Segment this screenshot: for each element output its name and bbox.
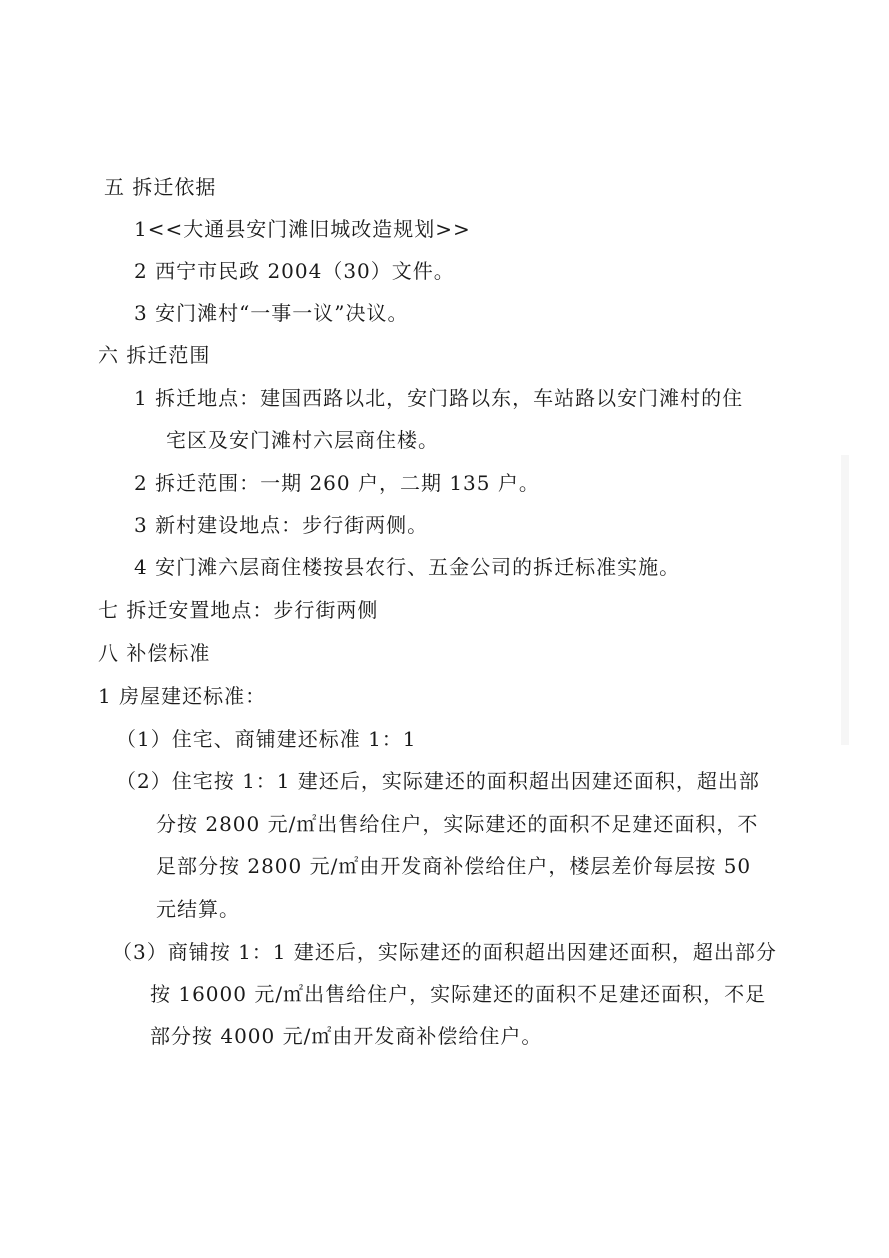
text-line: 1<<大通县安门滩旧城改造规划>>: [134, 217, 471, 241]
text-line: 3 安门滩村“一事一议”决议。: [134, 301, 409, 325]
section-heading-6: 六 拆迁范围: [98, 343, 211, 367]
text-line: 4 安门滩六层商住楼按县农行、五金公司的拆迁标准实施。: [134, 555, 681, 579]
text-line: 元结算。: [156, 897, 240, 921]
scan-shadow: [841, 455, 849, 745]
text-line: （1）住宅、商铺建还标准 1：1: [116, 727, 417, 751]
text-line: （3）商铺按 1：1 建还后，实际建还的面积超出因建还面积，超出部分: [112, 940, 777, 964]
text-line: （2）住宅按 1：1 建还后，实际建还的面积超出因建还面积，超出部: [116, 769, 760, 793]
text-line: 1 拆迁地点：建国西路以北，安门路以东，车站路以安门滩村的住: [134, 386, 744, 410]
text-line: 按 16000 元/㎡出售给住户，实际建还的面积不足建还面积，不足: [150, 982, 767, 1006]
text-line: 宅区及安门滩村六层商住楼。: [166, 428, 439, 452]
text-line: 2 西宁市民政 2004（30）文件。: [134, 259, 455, 283]
text-line: 2 拆迁范围：一期 260 户，二期 135 户。: [134, 471, 540, 495]
text-line: 足部分按 2800 元/㎡由开发商补偿给住户，楼层差价每层按 50: [156, 854, 752, 878]
section-heading-7: 七 拆迁安置地点：步行街两侧: [98, 598, 379, 622]
section-heading-8: 八 补偿标准: [98, 641, 211, 665]
section-heading-5: 五 拆迁依据: [104, 175, 217, 199]
text-line: 3 新村建设地点：步行街两侧。: [134, 513, 429, 537]
text-line: 1 房屋建还标准：: [98, 684, 267, 708]
text-line: 部分按 4000 元/㎡由开发商补偿给住户。: [150, 1024, 543, 1048]
text-line: 分按 2800 元/㎡出售给住户，实际建还的面积不足建还面积，不: [156, 812, 759, 836]
